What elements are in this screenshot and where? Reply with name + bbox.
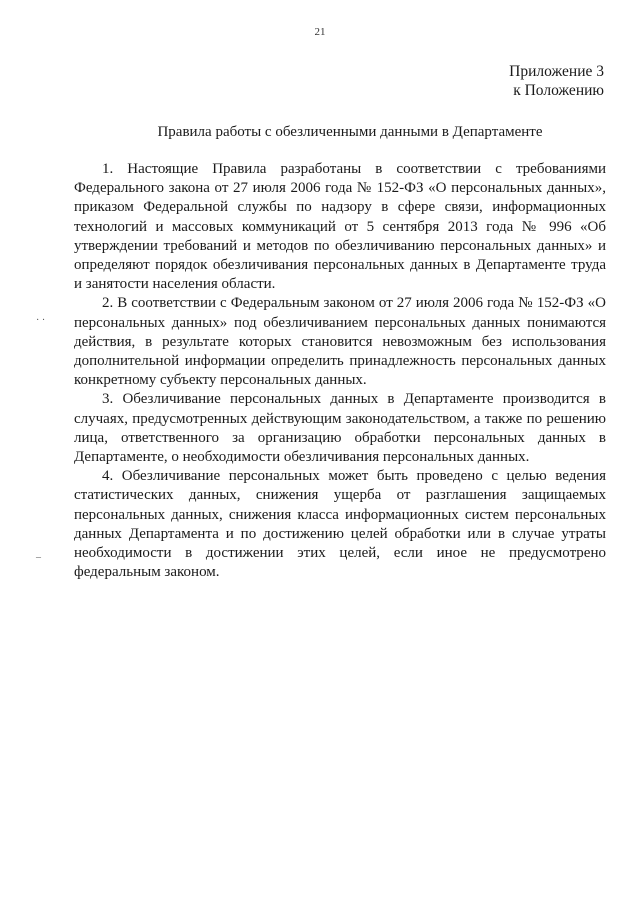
paragraph-3: 3. Обезличивание персональных данных в Департаменте производится в случаях, предусмотренных действующим законодательством, а также по решению лица, ответственного за организацию обработки персональных данных в Департаменте, о необходимости обезличивания персональных данных. [74, 391, 606, 466]
appendix-target: к Положению [513, 82, 604, 99]
margin-scan-mark: · · [36, 315, 46, 326]
margin-scan-mark: – [36, 552, 41, 563]
page-number: 21 [314, 26, 326, 38]
document-title: Правила работы с обезличенными данными в Департаменте [157, 124, 543, 140]
paragraph-4: 4. Обезличивание персональных может быть проведено с целью ведения статистических данных, снижения ущерба от разглашения защищаемых персональных данных, снижения класса информационных систем персональных данных Департамента и по достижению целей обработки или в случае утраты необходимости в достижении этих целей, если иное не предусмотрено федеральным законом. [74, 468, 606, 581]
document-body [74, 160, 606, 582]
paragraph-2: 2. В соответствии с Федеральным законом от 27 июля 2006 года № 152-ФЗ «О персональных данных» под обезличиванием персональных данных понимаются действия, в результате которых становится невозможным без использования дополнительной информации определить принадлежность персональных данных конкретному субъекту персональных данных. [74, 295, 606, 389]
appendix-number: Приложение 3 [509, 63, 604, 80]
paragraph-1: 1. Настоящие Правила разработаны в соответствии с требованиями Федерального закона от 27 июля 2006 года № 152-ФЗ «О персональных данных», приказом Федеральной службы по надзору в сфере связи, информационных технологий и массовых коммуникаций от 5 сентября 2013 года № 996 «Об утверждении требований и методов по обезличиванию персональных данных» и определяют порядок обезличивания персональных данных в Департаменте труда и занятости населения области. [74, 161, 606, 293]
appendix-reference [509, 62, 604, 100]
